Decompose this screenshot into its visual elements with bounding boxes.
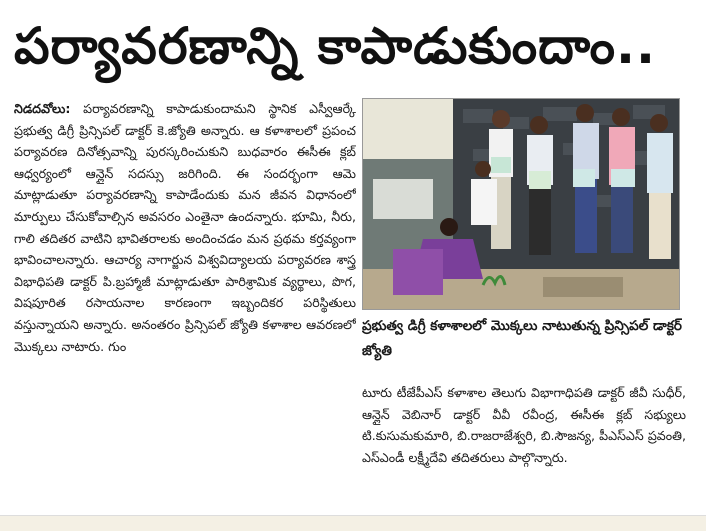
page-bottom-strip	[0, 515, 706, 531]
headline: పర్యావరణాన్ని కాపాడుకుందాం..	[14, 17, 656, 75]
news-photo	[362, 98, 680, 310]
dateline: నిడదవోలు:	[14, 101, 71, 116]
article-text-left: పర్యావరణాన్ని కాపాడుకుందామని స్థానిక ఎస్వీఆర్కే ప్రభుత్వ డిగ్రీ ప్రిన్సిపల్ డాక్టర్ కె.జ్యోతి అన్నారు. ఆ కళాశాలలో ప్రపంచ పర్యావరణ దినోత్సవాన్ని పురస్కరించుకుని బుధవారం ఈసీఈ క్లబ్ ఆధ్వర్యంలో ఆన్లైన్ సదస్సు జరిగింది. ఈ సందర్భంగా ఆమె మాట్లాడుతూ పర్యావరణాన్ని కాపాడేందుకు మన జీవన విధానంలో మార్పులు చేసుకోవాల్సిన అవసరం ఎంతైనా ఉందన్నారు. భూమి, నీరు, గాలి తదితర వాటిని భావితరాలకు అందించడం మన ప్రథమ కర్తవ్యంగా భావించాలన్నారు. ఆచార్య నాగార్జున విశ్వవిద్యాలయ పర్యావరణ శాస్త్ర విభాధిపతి డాక్టర్ పి.బ్రహ్మాజీ మాట్లాడుతూ పారిశ్రామిక వ్యర్థాలు, పొగ, విషపూరిత రసాయనాల కారణంగా ఇబ్బందికర పరిస్థితులు వస్తున్నాయని అన్నారు. అనంతరం ప్రిన్సిపల్ జ్యోతి కళాశాల ఆవరణలో మొక్కలు నాటారు. గుం	[14, 101, 356, 354]
article-body-left	[14, 98, 356, 500]
photo-caption: ప్రభుత్వ డిగ్రీ కళాశాలలో మొక్కలు నాటుతున్న ప్రిన్సిపల్ డాక్టర్ జ్యోతి	[362, 318, 682, 359]
article-body-right: టూరు టీజేపీఎస్ కళాశాల తెలుగు విభాగాధిపతి డాక్టర్ జీవీ సుధీర్, ఆన్లైన్ వెబినార్ డాక్టర్ వీవీ రవీంద్ర, ఈసీఈ క్లబ్ సభ్యులు టి.కుసుమకుమారి, బి.రాజరాజేశ్వరి, బి.సౌజన్య, పీఎస్ఎస్ ప్రవంతి, ఎస్ఎండీ లక్ష్మీదేవి తదితరులు పాల్గొన్నారు.	[362, 385, 686, 465]
photo-illustration	[363, 99, 679, 309]
